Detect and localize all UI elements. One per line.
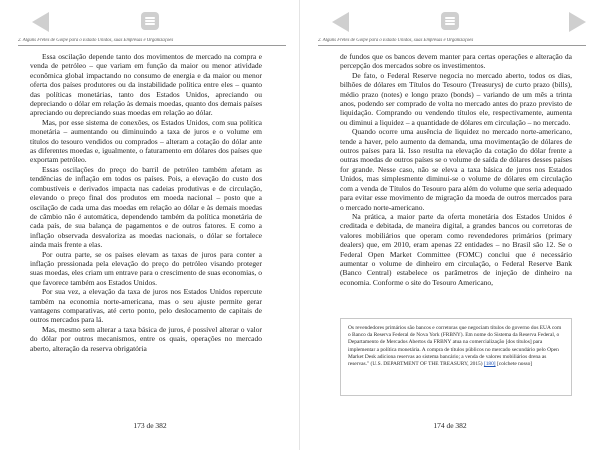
forward-arrow-icon[interactable] xyxy=(569,12,586,32)
note-text: Os revendedores primários são bancos e corretoras que negociam títulos do governo dos EUA com o Banco da Reserva Federal de Nova York (FRBNY). Em nome do Sistema da Reserva Federal, o Departamento de Mercados Abertos da FRBNY atua na comercialização [dos títulos] para implementar a política monetária. A compra de títulos públicos no mercado secundário pelo Open Market Desk adiciona reservas ao sistema bancário; a venda de valores mobiliários drena as reservas." (U.S. DEPARTMENT OF THE TREASURY, 2015) xyxy=(348,325,562,368)
paragraph: Mas, mesmo sem alterar a taxa básica de juros, é possível alterar o valor do dólar por outros mecanismos, entre os quais, operações no mercado aberto, alteração da reserva obrigatória xyxy=(30,324,262,353)
running-head: 2. Alguns Fretes de Golpe para o Estado Unidos, suas Empresas e Organizações xyxy=(318,38,474,43)
page-number: 174 de 382 xyxy=(433,421,467,430)
right-body-text xyxy=(340,52,572,287)
right-page xyxy=(300,0,600,450)
running-head-rule xyxy=(318,45,586,46)
menu-icon[interactable] xyxy=(441,12,459,30)
footnote-link[interactable]: [180] xyxy=(483,361,496,368)
paragraph: Na prática, a maior parte da oferta monetária dos Estados Unidos é creditada e debitada, de maneira digital, a grandes bancos ou corretoras de valores mobiliários que operam como revendedores primários (primary dealers) que, em 2010, eram apenas 22 entidades – no Brasil são 12. Se o Federal Open Market Committee (FOMC) conclui que é necessário aumentar o volume de dinheiro em circulação, o Federal Reserve Bank (Banco Central) estabelece os parâmetros de injeção de dinheiro na economia. Conforme o site do Tesouro Americano, xyxy=(340,211,572,287)
paragraph: Por sua vez, a elevação da taxa de juros nos Estados Unidos repercute também na economia norte-americana, mas o seu ajuste permite gerar vantagens comparativas, até certo ponto, pelo deslocamento de capitais de outros mercados para lá. xyxy=(30,287,262,325)
running-head-rule xyxy=(18,45,286,46)
back-arrow-icon[interactable] xyxy=(32,12,49,32)
note-suffix: [colchete nosso] xyxy=(496,361,533,368)
paragraph: Essas oscilações do preço do barril de petróleo também afetam as tendências de inflação em todos os países. Pois, a elevação do custo dos combustíveis e derivados impacta nas cadeias produtivas e de circulação, elevando o preço final dos produtos em moeda nacional – posto que a oscilação de cada uma das moedas em relação ao dólar e às demais moedas de câmbio não é automática, dependendo também da política monetária de cada país, de sua balança de pagamentos e de outros fatores. E como a inflação observada desvaloriza as moedas nacionais, o dólar se fortalece ainda mais frente a elas. xyxy=(30,164,262,250)
paragraph: de fundos que os bancos devem manter para certas operações e alteração da percepção dos mercados sobre os investimentos. xyxy=(340,52,572,71)
page-number: 173 de 382 xyxy=(133,421,167,430)
running-head: 2. Alguns Fretes de Golpe para o Estado Unidos, suas Empresas e Organizações xyxy=(18,38,174,43)
left-body-text xyxy=(30,52,262,353)
right-toolbar xyxy=(300,0,600,40)
paragraph: Essa oscilação depende tanto dos movimentos de mercado na compra e venda de petróleo – que variam em função da maior ou menor atividade econômica global impactando no consumo de energia e da maior ou menor oferta dos países produtores ou da instabilidade política entre eles – quanto das políticas monetárias, tanto dos Estados Unidos, apreciando ou depreciando o dólar em relação às demais moedas, quanto dos demais países apreciando ou depreciando suas moedas em relação ao dólar. xyxy=(30,52,262,118)
quote-note-box xyxy=(340,318,572,396)
menu-icon[interactable] xyxy=(141,12,159,30)
paragraph: De fato, o Federal Reserve negocia no mercado aberto, todos os dias, bilhões de dólares em Títulos do Tesouro (Treasurys) de curto prazo (bills), médio prazo (notes) e longo prazo (bonds) – variando de um mês a trinta anos, podendo ser comprado de volta no mercado antes do prazo previsto de liquidação. Comprando ou vendendo títulos ele, respectivamente, aumenta ou diminui a liquidez – a quantidade de dólares em circulação – no mercado. xyxy=(340,70,572,127)
paragraph: Por outra parte, se os países elevam as taxas de juros para conter a inflação pressionada pela elevação do preço do petróleo visando proteger suas moedas, eles criam um entrave para o crescimento de suas economias, o que favorece também aos Estados Unidos. xyxy=(30,249,262,287)
left-toolbar xyxy=(0,0,300,40)
back-arrow-icon[interactable] xyxy=(332,12,349,32)
paragraph: Quando ocorre uma ausência de liquidez no mercado norte-americano, tende a haver, pelo aumento da demanda, uma movimentação de dólares de outros países para lá. Isso resulta na elevação da cotação do dólar frente a outras moedas de outros países se o volume de saída de dólares desses países for grande. Nesse caso, não se eleva a taxa básica de juros nos Estados Unidos, mas simplesmente diminui-se o volume de dólares em circulação com a venda de Títulos do Tesouro para além do volume que seria adequado para evitar esse movimento de migração da moeda de outros mercados para o mercado norte-americano. xyxy=(340,127,572,212)
paragraph: Mas, por esse sistema de conexões, os Estados Unidos, com sua política monetária – aumentando ou diminuindo a taxa de juros e o volume em títulos do tesouro vendidos ou comprados – alteram a cotação do dólar ante as diferentes moedas e, igualmente, o faturamento em dólares dos países que exportam petróleo. xyxy=(30,117,262,165)
